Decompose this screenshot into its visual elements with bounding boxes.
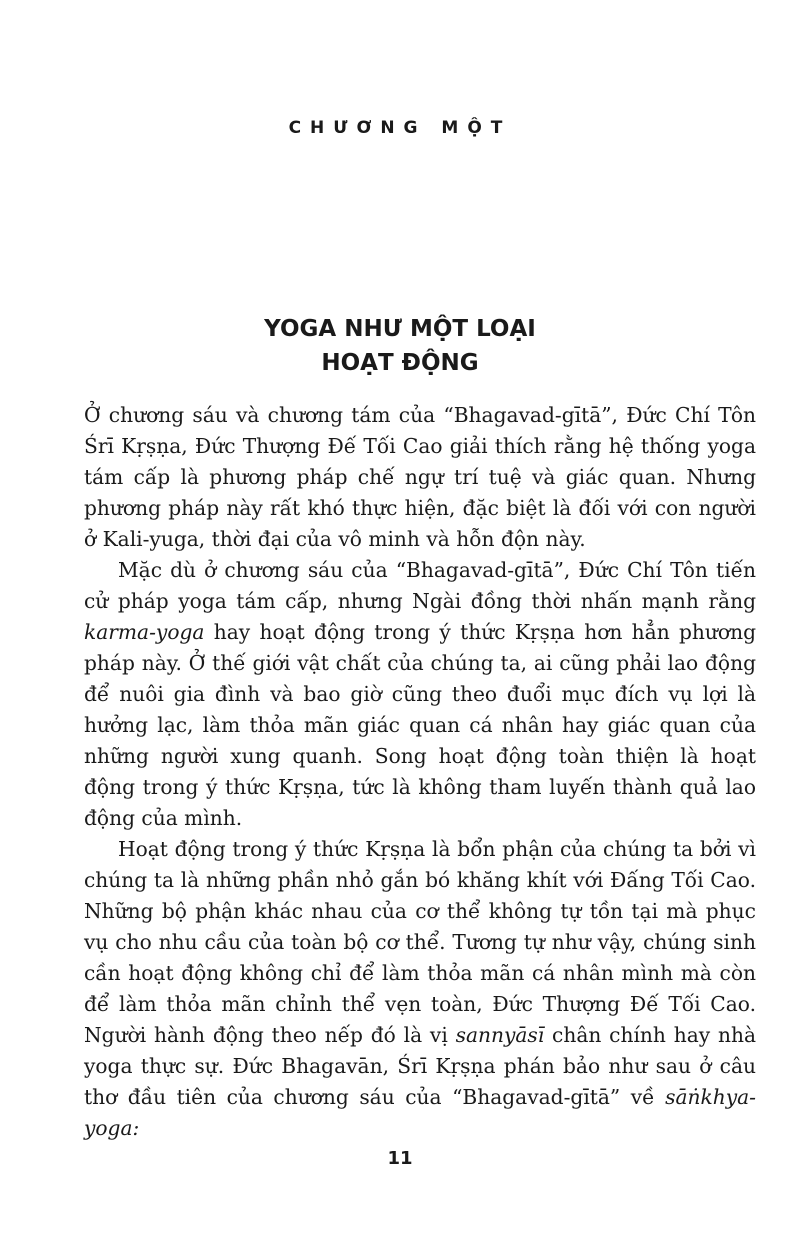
paragraph-2-text-b: hay hoạt động trong ý thức Kṛṣṇa hơn hẳn phương pháp này. Ở thế giới vật chất của chúng ta, ai cũng phải lao động để nuôi gia đình và bao giờ cũng theo đuổi mục đích vụ lợi là hưởng lạc, làm thỏa mãn giác quan cá nhân hay giác quan của những người xung quanh. Song hoạt động toàn thiện là hoạt động trong ý thức Kṛṣṇa, tức là không tham luyến thành quả lao động của mình. — [84, 620, 756, 830]
paragraph-3-text-a: Hoạt động trong ý thức Kṛṣṇa là bổn phận của chúng ta bởi vì chúng ta là những phần nhỏ gắn bó khăng khít với Đấng Tối Cao. Những bộ phận khác nhau của cơ thể không tự tồn tại mà phục vụ cho nhu cầu của toàn bộ cơ thể. Tương tự như vậy, chúng sinh cần hoạt động không chỉ để làm thỏa mãn cá nhân mình mà còn để làm thỏa mãn chỉnh thể vẹn toàn, Đức Thượng Đế Tối Cao. Người hành động theo nếp đó là vị — [84, 837, 756, 1047]
paragraph-3 — [84, 834, 756, 1144]
paragraph-3-text-b: chân chính hay nhà yoga thực sự. Đức Bhagavān, Śrī Kṛṣṇa phán bảo như sau ở câu thơ đầu tiên của chương sáu của “Bhagavad-gītā” về — [84, 1023, 756, 1109]
paragraph-1: Ở chương sáu và chương tám của “Bhagavad-gītā”, Đức Chí Tôn Śrī Kṛṣṇa, Đức Thượng Đế Tối Cao giải thích rằng hệ thống yoga tám cấp là phương pháp chế ngự trí tuệ và giác quan. Nhưng phương pháp này rất khó thực hiện, đặc biệt là đối với con người ở Kali-yuga, thời đại của vô minh và hỗn độn này. — [84, 403, 756, 551]
chapter-title-line-2: HOẠT ĐỘNG — [321, 350, 479, 376]
chapter-title-line-1: YOGA NHƯ MỘT LOẠI — [264, 316, 536, 342]
chapter-title — [0, 312, 800, 380]
term-sannyasi: sannyāsī — [455, 1023, 545, 1047]
term-karma-yoga: karma-yoga — [84, 620, 205, 644]
term-sankhya-yoga: sāṅkhya-yoga: — [84, 1085, 756, 1140]
paragraph-2-text-a: Mặc dù ở chương sáu của “Bhagavad-gītā”, Đức Chí Tôn tiến cử pháp yoga tám cấp, nhưng Ngài đồng thời nhấn mạnh rằng — [84, 558, 756, 613]
body-text — [84, 400, 756, 1144]
chapter-label: CHƯƠNG MỘT — [288, 118, 512, 138]
paragraph-2 — [84, 555, 756, 834]
page-number: 11 — [387, 1148, 413, 1169]
